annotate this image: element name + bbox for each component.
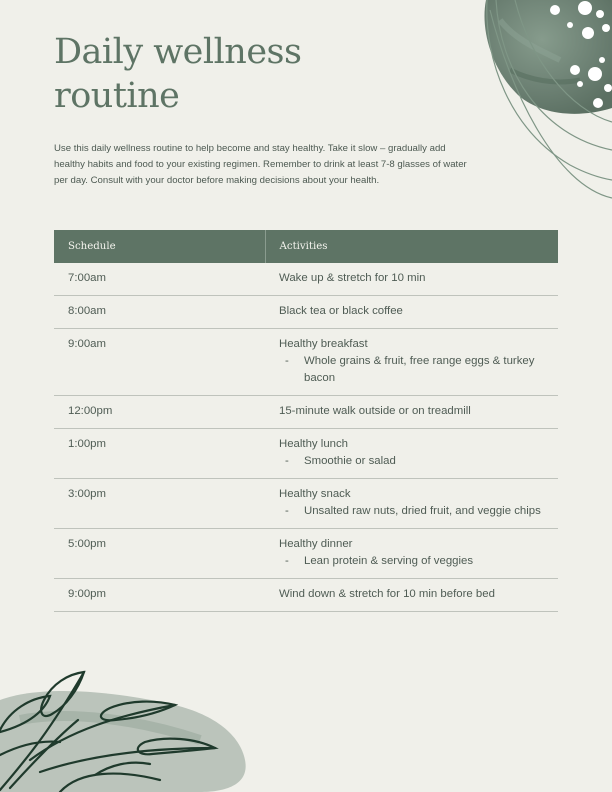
schedule-time: 8:00am <box>54 296 265 329</box>
activity-detail <box>279 503 550 520</box>
schedule-time: 9:00pm <box>54 579 265 612</box>
table-row <box>54 396 558 429</box>
activity-cell <box>265 579 558 612</box>
activity-text: Healthy snack <box>279 488 351 500</box>
activity-text: Black tea or black coffee <box>279 305 403 317</box>
table-row <box>54 263 558 296</box>
schedule-time: 12:00pm <box>54 396 265 429</box>
table-row <box>54 529 558 579</box>
page-title <box>54 30 301 118</box>
activity-detail <box>279 353 550 387</box>
activity-detail <box>279 453 550 470</box>
activity-detail <box>279 553 550 570</box>
schedule-time: 1:00pm <box>54 429 265 479</box>
activity-text: Wind down & stretch for 10 min before bed <box>279 588 495 600</box>
detail-text: Unsalted raw nuts, dried fruit, and veggie chips <box>304 505 541 517</box>
leaf-illustration-decoration <box>0 660 260 792</box>
table-row <box>54 329 558 396</box>
detail-bullet: - <box>285 355 289 367</box>
table-header-row <box>54 230 558 263</box>
activity-cell <box>265 263 558 296</box>
title-line-2: routine <box>54 76 180 116</box>
header-activities: Activities <box>265 230 558 263</box>
detail-bullet: - <box>285 455 289 467</box>
table-row <box>54 429 558 479</box>
detail-text: Smoothie or salad <box>304 455 396 467</box>
activity-cell <box>265 479 558 529</box>
detail-text: Lean protein & serving of veggies <box>304 555 474 567</box>
activity-text: Healthy dinner <box>279 538 353 550</box>
activity-text: Healthy breakfast <box>279 338 368 350</box>
table-row <box>54 296 558 329</box>
schedule-time: 9:00am <box>54 329 265 396</box>
activity-text: Wake up & stretch for 10 min <box>279 272 426 284</box>
watercolor-circle-decoration <box>470 0 612 200</box>
activity-cell <box>265 529 558 579</box>
activity-text: Healthy lunch <box>279 438 349 450</box>
intro-paragraph: Use this daily wellness routine to help become and stay healthy. Take it slow – gradually add healthy habits and food to your existing regimen. Remember to drink at least 7-8 glasses of water per day. Consult with your doctor before making decisions about your health. <box>54 143 467 186</box>
detail-bullet: - <box>285 505 289 517</box>
schedule-table <box>54 230 558 612</box>
activity-cell <box>265 329 558 396</box>
activity-cell <box>265 396 558 429</box>
schedule-rows <box>54 263 558 612</box>
activity-cell <box>265 296 558 329</box>
header-schedule: Schedule <box>54 230 265 263</box>
schedule-time: 5:00pm <box>54 529 265 579</box>
title-line-1: Daily wellness <box>54 32 302 72</box>
schedule-time: 3:00pm <box>54 479 265 529</box>
table-row <box>54 579 558 612</box>
table-row <box>54 479 558 529</box>
activity-text: 15-minute walk outside or on treadmill <box>279 405 471 417</box>
detail-bullet: - <box>285 555 289 567</box>
detail-text: Whole grains & fruit, free range eggs & turkey bacon <box>304 355 535 384</box>
schedule-time: 7:00am <box>54 263 265 296</box>
activity-cell <box>265 429 558 479</box>
